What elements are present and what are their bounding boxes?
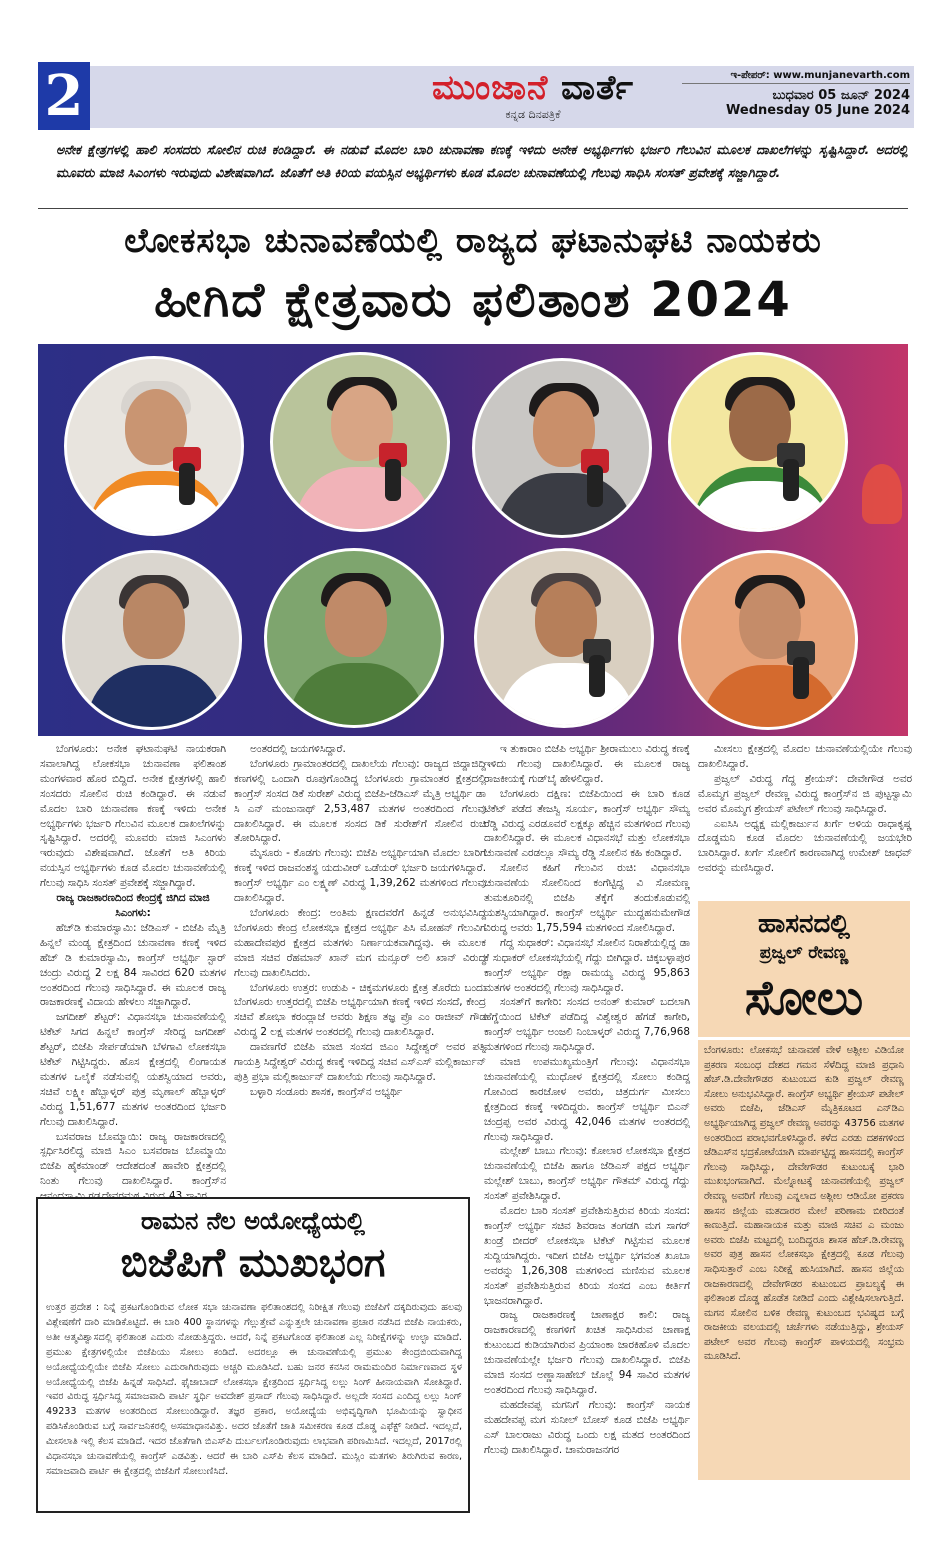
leader-photo-4 [668,352,848,532]
brand-name [398,68,668,108]
paragraph: ಮೈಸೂರು - ಕೊಡಗು ಗೆಲುವು: ಬಿಜೆಪಿ ಅಭ್ಯರ್ಥಿಯಾಗಿ ಮೊದಲ ಬಾರಿಗೆ ಕಣಕ್ಕೆ ಇಳಿದ ರಾಜವಂಶಸ್ಥ ಯದುವೀರ್ ಒಡೆಯರ್ ಭರ್ಜರಿ ಜಯಗಳಿಸಿದ್ದಾರೆ. ಕಾಂಗ್ರೆಸ್ ಅಭ್ಯರ್ಥಿ ಎಂ ಲಕ್ಷ್ಮಣ್ ವಿರುದ್ಧ 1,39,262 ಮತಗಳಿಂದ ಗೆಲುವು ದಾಖಲಿಸಿದ್ದಾರೆ. [234,847,486,905]
paragraph: ದಾವಣಗೆರೆ ಬಿಜೆಪಿ ಮಾಜಿ ಸಂಸದ ಜಿಎಂ ಸಿದ್ದೇಶ್ವರ್ ಅವರ ಪತ್ನಿ ಗಾಯತ್ರಿ ಸಿದ್ದೇಶ್ವರ್ ವಿರುದ್ಧ ಕಣಕ್ಕೆ ಇಳಿದಿದ್ದ ಸಚಿವ ಎಸ್‌ಎಸ್ ಮಲ್ಲಿಕಾರ್ಜುನ್ ಪುತ್ರಿ ಪ್ರಭಾ ಮಲ್ಲಿಕಾರ್ಜುನ್ ದಾಖಲೆಯ ಗೆಲುವು ಸಾಧಿಸಿದ್ದಾರೆ. [234,1041,486,1083]
brand-tagline: ಕನ್ನಡ ದಿನಪತ್ರಿಕೆ [505,108,561,121]
paragraph: ಎಐಸಿಸಿ ಅಧ್ಯಕ್ಷ ಮಲ್ಲಿಕಾರ್ಜುನ ಖರ್ಗೆ ಅಳಿಯ ರಾಧಾಕೃಷ್ಣ ದೊಡ್ಡಮನಿ ಕೂಡ ಮೊದಲ ಚುನಾವಣೆಯಲ್ಲಿ ಜಯಭೇರಿ ಬಾರಿಸಿದ್ದಾರೆ. ಖರ್ಗೆ ಸೋಲಿಗೆ ಕಾರಣವಾಗಿದ್ದ ಉಮೇಶ್ ಜಾಧವ್ ಅವರನ್ನು ಮಣಿಸಿದ್ದಾರೆ. [698,817,912,875]
paragraph: ಬೆಂಗಳೂರು ಉತ್ತರ: ಉಡುಪಿ - ಚಿಕ್ಕಮಗಳೂರು ಕ್ಷೇತ್ರ ತೊರೆದು ಬಂದು ಬೆಂಗಳೂರು ಉತ್ತರದಲ್ಲಿ ಬಿಜೆಪಿ ಅಭ್ಯರ್ಥಿಯಾಗಿ ಕಣಕ್ಕೆ ಇಳಿದ ಸಂಸದೆ, ಕೇಂದ್ರ ಸಚಿವೆ ಶೋಭಾ ಕರಂದ್ಲಾಜೆ ಅವರು ಶಿಕ್ಷಣ ತಜ್ಞ ಪ್ರೊ ಎಂ ರಾಜೀವ್ ಗೌಡ ವಿರುದ್ಧ 2 ಲಕ್ಷ ಮತಗಳ ಅಂತರದಲ್ಲಿ ಗೆಲುವು ದಾಖಲಿಸಿದ್ದಾರೆ. [234,981,486,1039]
subheading: ರಾಜ್ಯ ರಾಜಕಾರಣದಿಂದ ಕೇಂದ್ರಕ್ಕೆ ಜಿಗಿದ ಮಾಜಿ ಸಿಎಂಗಳು: [56,892,210,919]
brand-name-part1: ಮುಂಜಾನೆ [432,68,549,108]
hassan-heading-2: ಪ್ರಜ್ವಲ್ ರೇವಣ್ಣ [759,943,849,963]
leader-photo-6 [264,548,444,728]
brand-name-part2: ವಾರ್ತೆ [561,68,634,108]
brand-logo [398,68,668,126]
masthead [38,62,914,130]
paragraph: ಜಗದೀಶ್ ಶೆಟ್ಟರ್: ವಿಧಾನಸಭಾ ಚುನಾವಣೆಯಲ್ಲಿ ಟಿಕೆಟ್ ಸಿಗದ ಹಿನ್ನಲೆ ಕಾಂಗ್ರೆಸ್ ಸೇರಿದ್ದ ಜಗದೀಶ್ ಶೆಟ್ಟರ್, ಬಿಜೆಪಿ ಸೇರ್ಪಡೆಯಾಗಿ ಬೆಳಗಾವಿ ಲೋಕಸಭಾ ಟಿಕೆಟ್ ಗಿಟ್ಟಿಸಿದ್ದರು. ಹೊಸ ಕ್ಷೇತ್ರದಲ್ಲಿ ಲಿಂಗಾಯತ ಮತಗಳ ಒಲೈಕೆ ನಡೆಸುವಲ್ಲಿ ಯಶಸ್ವಿಯಾದ ಅವರು, ಸಚಿವೆ ಲಕ್ಷ್ಮೀ ಹೆಬ್ಬಾಳ್ಕರ್ ಪುತ್ರ ಮೃಣಾಲ್ ಹೆಬ್ಬಾಳ್ಕರ್ ವಿರುದ್ಧ 1,51,677 ಮತಗಳ ಅಂತರದಿಂದ ಭರ್ಜರಿ ಗೆಲುವು ದಾಖಲಿಸಿದ್ದಾರೆ. [40,1011,226,1128]
paragraph: ಮೊದಲ ಬಾರಿ ಸಂಸತ್ ಪ್ರವೇಶಿಸುತ್ತಿರುವ ಕಿರಿಯ ಸಂಸದ: ಕಾಂಗ್ರೆಸ್ ಅಭ್ಯರ್ಥಿ ಸಚಿವ ಶಿವರಾಜ ತಂಗಡಗಿ ಮಗ ಸಾಗರ್ ಖಂಡ್ರೆ ಬೀದರ್ ಲೋಕಸಭಾ ಟಿಕೆಟ್ ಗಿಟ್ಟಿಸುವ ಮೂಲಕ ಸುದ್ದಿಯಾಗಿದ್ದರು. ಇದೀಗ ಬಿಜೆಪಿ ಅಭ್ಯರ್ಥಿ ಭಗವಂತ ಖೂಬಾ ಅವರನ್ನು 1,26,308 ಮತಗಳಿಂದ ಮಣಿಸುವ ಮೂಲಕ ಸಂಸತ್ ಪ್ರವೇಶಿಸುತ್ತಿರುವ ಕಿರಿಯ ಸಂಸದ ಎಂಬ ಕೀರ್ತಿಗೆ ಭಾಜನರಾಗಿದ್ದಾರೆ. [484,1205,690,1307]
epaper-url[interactable]: ಇ-ಪೇಪರ್: www.munjanevarth.com [682,70,910,84]
photo-collage [38,344,908,736]
hand-symbol-icon [862,464,902,524]
article-column-2 [234,742,486,1100]
paragraph: ಬಳ್ಳಾರಿ ಸಂಡೂರು ಶಾಸಕ, ಕಾಂಗ್ರೆಸ್‌ನ ಅಭ್ಯರ್ಥಿ [250,1085,403,1098]
leader-photo-8 [678,550,858,730]
date-english: Wednesday 05 June 2024 [726,103,910,118]
leader-photo-3 [472,358,652,538]
masthead-info [682,70,914,128]
article-column-3 [484,742,690,1458]
paragraph: ಹೆಚ್‌ಡಿ ಕುಮಾರಸ್ವಾಮಿ: ಜೆಡಿಎಸ್ - ಬಿಜೆಪಿ ಮೈತ್ರಿ ಹಿನ್ನಲೆ ಮಂಡ್ಯ ಕ್ಷೇತ್ರದಿಂದ ಚುನಾವಣಾ ಕಣಕ್ಕೆ ಇಳಿದ ಹೆಚ್ ಡಿ ಕುಮಾರಸ್ವಾಮಿ, ಕಾಂಗ್ರೆಸ್ ಅಭ್ಯರ್ಥಿ ಸ್ಟಾರ್ ಚಂದ್ರು ವಿರುದ್ಧ 2 ಲಕ್ಷ 84 ಸಾವಿರದ 620 ಮತಗಳ ಅಂತರದಿಂದ ಗೆಲುವು ಸಾಧಿಸಿದ್ದಾರೆ. ಈ ಮೂಲಕ ರಾಜ್ಯ ರಾಜಕಾರಣಕ್ಕೆ ವಿದಾಯ ಹೇಳಲು ಸಜ್ಜಾಗಿದ್ದಾರೆ. [40,921,226,1009]
leader-photo-5 [62,550,242,730]
leader-photo-2 [270,352,450,532]
paragraph: ಸೋಲಿನ ಕಹಿಗೆ ಗೆಲುವಿನ ರುಚಿ: ವಿಧಾನಸಭಾ ಚುನಾವಣೆಯ ಸೋಲಿನಿಂದ ಕಂಗೆಟ್ಟಿದ್ದ ವಿ ಸೋಮಣ್ಣ ತುಮಕೂರಿನಲ್ಲಿ ಬಿಜೆಪಿ ತೆಕ್ಕೆಗೆ ತಂದುಕೊಡುವಲ್ಲಿ ಯಶಸ್ವಿಯಾಗಿದ್ದಾರೆ. ಕಾಂಗ್ರೆಸ್ ಅಭ್ಯರ್ಥಿ ಮುದ್ದಹನುಮೇಗೌಡ ವಿರುದ್ಧ ಅವರು 1,75,594 ಮತಗಳಿಂದ ಸೋಲಿಸಿದ್ದಾರೆ. [484,862,690,934]
hassan-story-header [698,901,910,1037]
paragraph: ಬೆಂಗಳೂರು ಕೇಂದ್ರ: ಅಂತಿಮ ಕ್ಷಣದವರೆಗೆ ಹಿನ್ನಡೆ ಅನುಭವಿಸಿದ್ದ ಬೆಂಗಳೂರು ಕೇಂದ್ರ ಲೋಕಸಭಾ ಕ್ಷೇತ್ರದ ಅಭ್ಯರ್ಥಿ ಪಿಸಿ ಮೋಹನ್ ಗೆಲುವಿಗೆ ಮಹಾದೇವಪುರ ಕ್ಷೇತ್ರದ ಮತಗಳು ನಿರ್ಣಾಯಕವಾಗಿದ್ದವು. ಈ ಮೂಲಕ ಮಾಜಿ ಸಚಿವ ರೆಹಮಾನ್ ಖಾನ್ ಮಗ ಮನ್ಸೂರ್ ಅಲಿ ಖಾನ್ ವಿರುದ್ಧ ಗೆಲುವು ದಾಖಲಿಸಿದರು. [234,906,486,979]
summary-lead: ಅನೇಕ ಕ್ಷೇತ್ರಗಳಲ್ಲಿ ಹಾಲಿ ಸಂಸದರು ಸೋಲಿನ ರುಚಿ ಕಂಡಿದ್ದಾರೆ. ಈ ನಡುವೆ ಮೊದಲ ಬಾರಿ ಚುನಾವಣಾ ಕಣಕ್ಕೆ ಇಳಿದು ಅನೇಕ ಅಭ್ಯರ್ಥಿಗಳು ಭರ್ಜರಿ ಗೆಲುವಿನ ಮೂಲಕ ದಾಖಲೆಗಳನ್ನು ಸೃಷ್ಟಿಸಿದ್ದಾರೆ. ಅದರಲ್ಲಿ ಮೂವರು ಮಾಜಿ ಸಿಎಂಗಳು ಇರುವುದು ವಿಶೇಷವಾಗಿದೆ. ಜೊತೆಗೆ ಅತಿ ಕಿರಿಯ ವಯಸ್ಸಿನ ಅಭ್ಯರ್ಥಿಗಳು ಕೂಡ ಮೊದಲ ಚುನಾವಣೆಯಲ್ಲಿ ಗೆಲುವು ಸಾಧಿಸಿ ಸಂಸತ್ ಪ್ರವೇಶಕ್ಕೆ ಸಜ್ಜಾಗಿದ್ದಾರೆ. [56,142,908,180]
paragraph: ಬೆಂಗಳೂರು ಗ್ರಾಮಾಂತರದಲ್ಲಿ ದಾಖಲೆಯ ಗೆಲುವು: ರಾಜ್ಯದ ಜಿದ್ದಾಜಿದ್ದಿ ಕಣಗಳಲ್ಲಿ ಒಂದಾಗಿ ರೂಪುಗೊಂಡಿದ್ದ ಬೆಂಗಳೂರು ಗ್ರಾಮಾಂತರ ಕ್ಷೇತ್ರದಲ್ಲಿ ಕಾಂಗ್ರೆಸ್ ಸಂಸದ ಡಿಕೆ ಸುರೇಶ್ ವಿರುದ್ಧ ಬಿಜೆಪಿ-ಜೆಡಿಎಸ್ ಮೈತ್ರಿ ಅಭ್ಯರ್ಥಿ ಡಾ ಸಿ ಎನ್ ಮಂಜುನಾಥ್ 2,53,487 ಮತಗಳ ಅಂತರದಿಂದ ಗೆಲುವು ದಾಖಲಿಸಿದ್ದಾರೆ. ಈ ಮೂಲಕ ಸಂಸದ ಡಿಕೆ ಸುರೇಶ್‌ಗೆ ಸೋಲಿನ ರುಚಿ ತೋರಿಸಿದ್ದಾರೆ. [234,757,486,845]
paragraph: ಇ ತುಕಾರಾಂ ಬಿಜೆಪಿ ಅಭ್ಯರ್ಥಿ ಶ್ರೀರಾಮುಲು ವಿರುದ್ಧ ಕಣಕ್ಕೆ ಇಳಿದು ಗೆಲುವು ದಾಖಲಿಸಿದ್ದಾರೆ. ಈ ಮೂಲಕ ರಾಜ್ಯ ರಾಜಕೀಯಕ್ಕೆ ಗುಡ್‌ಬೈ ಹೇಳಲಿದ್ದಾರೆ. [484,743,690,785]
paragraph: ಮಲ್ಲೇಶ್ ಬಾಬು ಗೆಲುವು: ಕೋಲಾರ ಲೋಕಸಭಾ ಕ್ಷೇತ್ರದ ಚುನಾವಣೆಯಲ್ಲಿ ಬಿಜೆಪಿ ಹಾಗೂ ಜೆಡಿಎಸ್ ಪಕ್ಷದ ಅಭ್ಯರ್ಥಿ ಮಲ್ಲೇಶ್ ಬಾಬು, ಕಾಂಗ್ರೆಸ್ ಅಭ್ಯರ್ಥಿ ಗೌತಮ್ ವಿರುದ್ಧ ಗೆದ್ದು ಸಂಸತ್ ಪ್ರವೇಶಿಸಿದ್ದಾರೆ. [484,1145,690,1203]
date-kannada: ಬುಧವಾರ 05 ಜೂನ್ 2024 [772,88,910,103]
paragraph: ಗೆದ್ದ ಸುಧಾಕರ್: ವಿಧಾನಸಭೆ ಸೋಲಿನ ನಿರಾಶೆಯಲ್ಲಿದ್ದ ಡಾ ಕೆ ಸುಧಾಕರ್ ಲೋಕಸಭೆಯಲ್ಲಿ ಗೆದ್ದು ಬೀಗಿದ್ದಾರೆ. ಚಿಕ್ಕಬಳ್ಳಾಪುರ ಕಾಂಗ್ರೆಸ್ ಅಭ್ಯರ್ಥಿ ರಕ್ಷಾ ರಾಮಯ್ಯ ವಿರುದ್ಧ 95,863 ಮತಗಳ ಅಂತರದಲ್ಲಿ ಗೆಲುವು ಸಾಧಿಸಿದ್ದಾರೆ. [484,936,690,994]
divider [38,208,908,209]
article-column-1 [40,742,226,1204]
hassan-heading-1: ಹಾಸನದಲ್ಲಿ [758,909,850,939]
paragraph: ಮಾಜಿ ಉಪಮುಖ್ಯಮಂತ್ರಿಗೆ ಗೆಲುವು: ವಿಧಾನಸಭಾ ಚುನಾವಣೆಯಲ್ಲಿ ಮುಧೋಳ ಕ್ಷೇತ್ರದಲ್ಲಿ ಸೋಲು ಕಂಡಿದ್ದ ಗೋವಿಂದ ಕಾರಜೋಳ ಅವರು, ಚಿತ್ರದುರ್ಗ ಮೀಸಲು ಕ್ಷೇತ್ರದಿಂದ ಕಣಕ್ಕೆ ಇಳಿದಿದ್ದರು. ಕಾಂಗ್ರೆಸ್ ಅಭ್ಯರ್ಥಿ ಬಿಎನ್ ಚಂದ್ರಪ್ಪ ಅವರ ವಿರುದ್ಧ 42,046 ಮತಗಳ ಅಂತರದಲ್ಲಿ ಗೆಲುವು ಸಾಧಿಸಿದ್ದಾರೆ. [484,1056,690,1143]
paragraph: ಬೆಂಗಳೂರು: ಅನೇಕ ಘಟಾನುಘಟಿ ನಾಯಕರಾಗಿ ಸವಾಲಾಗಿದ್ದ ಲೋಕಸಭಾ ಚುನಾವಣಾ ಫಲಿತಾಂಶ ಮಂಗಳವಾರ ಹೊರ ಬಿದ್ದಿದೆ. ಅನೇಕ ಕ್ಷೇತ್ರಗಳಲ್ಲಿ ಹಾಲಿ ಸಂಸದರು ಸೋಲಿನ ರುಚಿ ಕಂಡಿದ್ದಾರೆ. ಈ ನಡುವೆ ಮೊದಲ ಬಾರಿ ಚುನಾವಣಾ ಕಣಕ್ಕೆ ಇಳಿದು ಅನೇಕ ಅಭ್ಯರ್ಥಿಗಳು ಭರ್ಜರಿ ಗೆಲುವಿನ ಮೂಲಕ ದಾಖಲೆಗಳನ್ನು ಸೃಷ್ಟಿಸಿದ್ದಾರೆ. ಅದರಲ್ಲಿ ಮೂವರು ಮಾಜಿ ಸಿಎಂಗಳು ಇರುವುದು ವಿಶೇಷವಾಗಿದೆ. ಜೊತೆಗೆ ಅತಿ ಕಿರಿಯ ವಯಸ್ಸಿನ ಅಭ್ಯರ್ಥಿಗಳು ಕೂಡ ಮೊದಲ ಚುನಾವಣೆಯಲ್ಲಿ ಗೆಲುವು ಸಾಧಿಸಿ ಸಂಸತ್ ಪ್ರವೇಶಕ್ಕೆ ಸಜ್ಜಾಗಿದ್ದಾರೆ. [40,743,226,890]
headline-sub: ಲೋಕಸಭಾ ಚುನಾವಣೆಯಲ್ಲಿ ರಾಜ್ಯದ ಘಟಾನುಘಟಿ ನಾಯಕರು [124,221,822,261]
paragraph: ಅಂತರದಲ್ಲಿ ಜಯಗಳಿಸಿದ್ದಾರೆ. [250,743,346,755]
page-number: 2 [38,62,90,130]
headline-main: ಹೀಗಿದೆ ಕ್ಷೇತ್ರವಾರು ಫಲಿತಾಂಶ 2024 [154,272,792,328]
paragraph: ಪ್ರಜ್ವಲ್ ವಿರುದ್ಧ ಗೆದ್ದ ಶ್ರೇಯಸ್: ದೇವೇಗೌಡ ಅವರ ಮೊಮ್ಮಗ ಪ್ರಜ್ವಲ್ ರೇವಣ್ಣ ವಿರುದ್ಧ ಕಾಂಗ್ರೆಸ್‌ನ ಜಿ ಪುಟ್ಟಸ್ವಾಮಿ ಅವರ ಮೊಮ್ಮಗ ಶ್ರೇಯಸ್ ಪಟೇಲ್ ಗೆಲುವು ಸಾಧಿಸಿದ್ದಾರೆ. [698,772,912,815]
hassan-heading-3: ಸೋಲು [744,970,864,1026]
leader-photo-1 [64,356,244,536]
paragraph: ಮಹದೇವಪ್ಪ ಮಗನಿಗೆ ಗೆಲುವು: ಕಾಂಗ್ರೆಸ್ ನಾಯಕ ಮಹದೇವಪ್ಪ ಮಗ ಸುನೀಲ್ ಬೋಸ್ ಕೂಡ ಬಿಜೆಪಿ ಅಭ್ಯರ್ಥಿ ಎಸ್ ಬಾಲರಾಜು ವಿರುದ್ಧ ಒಂದು ಲಕ್ಷ ಮತದ ಅಂತರದಿಂದ ಗೆಲುವು ದಾಖಲಿಸಿದ್ದಾರೆ. ಚಾಮರಾಜನಗರ [484,1398,690,1456]
ayodhya-body: ಉತ್ತರ ಪ್ರದೇಶ : ನಿನ್ನೆ ಪ್ರಕಟಗೊಂಡಿರುವ ಲೋಕ ಸಭಾ ಚುನಾವಣಾ ಫಲಿತಾಂಶದಲ್ಲಿ ನಿರೀಕ್ಷಿತ ಗೆಲುವು ಬಿಜೆಪಿಗೆ ದಕ್ಕದಿರುವುದು ಹಲವು ವಿಶ್ಲೇಷಣೆಗೆ ದಾರಿ ಮಾಡಿಕೊಟ್ಟಿದೆ. ಈ ಬಾರಿ 400 ಸ್ಥಾನಗಳನ್ನು ಗೆಲ್ಲುತ್ತೇವೆ ಎನ್ನುತ್ತಲೇ ಚುನಾವಣಾ ಪ್ರಚಾರ ನಡೆಸಿದ ಬಿಜೆಪಿ ನಾಯಕರು, ಅತೀ ಆತ್ಮವಿಶ್ವಾಸದಲ್ಲಿ ಫಲಿತಾಂಶ ಎದುರು ನೋಡುತ್ತಿದ್ದರು. ಆದರೆ, ನಿನ್ನೆ ಪ್ರಕಟಗೊಂಡ ಫಲಿತಾಂಶ ಎಲ್ಲ ನಿರೀಕ್ಷೆಗಳನ್ನು ಉಲ್ಟಾ ಮಾಡಿದೆ. ಪ್ರಮುಖ ಕ್ಷೇತ್ರಗಳಲ್ಲಿಯೇ ಬಿಜೆಪಿಯು ಸೋಲು ಕಂಡಿದೆ. ಅದರಲ್ಲೂ ಈ ಚುನಾವಣೆಯಲ್ಲಿ ಪ್ರಮುಖ ಕೇಂದ್ರಬಿಂದುವಾಗಿದ್ದ ಅಯೋಧ್ಯೆಯಲ್ಲಿಯೇ ಬಿಜೆಪಿ ಸೋಲು ಎದುರಾಗಿರುವುದು ಅಚ್ಚರಿ ಮೂಡಿಸಿದೆ. ಬಹು ಜನರ ಕನಸಿನ ರಾಮಮಂದಿರ ನಿರ್ಮಾಣವಾದ ಸ್ಥಳ ಅಯೋಧ್ಯೆಯಲ್ಲಿ ಬಿಜೆಪಿ ಹಿನ್ನಡೆ ಸಾಧಿಸಿದೆ. ಫೈಜಾಬಾದ್ ಲೋಕಸಭಾ ಕ್ಷೇತ್ರದಿಂದ ಸ್ಪರ್ಧಿಸಿದ್ದ ಲಲ್ಲು ಸಿಂಗ್ ಹೀನಾಯವಾಗಿ ಸೋತಿದ್ದಾರೆ. ಇವರ ವಿರುದ್ಧ ಸ್ಪರ್ಧಿಸಿದ್ದ ಸಮಾಜವಾದಿ ಪಾರ್ಟಿ ಸ್ಥರ್ಧಿ ಅವದೇಶ್ ಪ್ರಸಾದ್ ಗೆಲುವು ಸಾಧಿಸಿದ್ದಾರೆ. ಅಲ್ಲದೇ ಸಂಸದ ಎಂದಿದ್ದ ಲಲ್ಲು ಸಿಂಗ್ 49233 ಮತಗಳ ಅಂತರದಿಂದ ಸೋಲುಂಡಿದ್ದಾರೆ. ತಜ್ಞರ ಪ್ರಕಾರ, ಅಯೋಧ್ಯೆಯ ಅಭಿವೃದ್ಧಿಗಾಗಿ ಭೂಮಿಯನ್ನು ಸ್ವಾಧೀನ ಪಡಿಸಿಕೊಂಡಿರುವ ಬಗ್ಗೆ ಸಾರ್ವಜನಿಕರಲ್ಲಿ ಅಸಮಾಧಾನವಿತ್ತು. ಅದರ ಜೊತೆಗೆ ಜಾತಿ ಸಮೀಕರಣ ಕೂಡ ದೊಡ್ಡ ಎಫೆಕ್ಟ್ ನೀಡಿದೆ. ಇದಲ್ಲದೆ, ಮೀಸಲಾತಿ ಇಲ್ಲಿ ಕೆಲಸ ಮಾಡಿದೆ. ಇದರ ಜೊತೆಗಾಗಿ ಬಿಎಸ್‌ಪಿ ದುರ್ಬಲಗೊಂಡಿರುವುದು ಲಾಭವಾಗಿ ಪರಿಣಮಿಸಿದೆ. ಇದಲ್ಲದೆ, 2017ರಲ್ಲಿ ವಿಧಾನಸಭಾ ಚುನಾವಣೆಯಲ್ಲಿ ಕಾಂಗ್ರೆಸ್ ಎಡವಿತ್ತು. ಆದರೆ ಈ ಬಾರಿ ಎಸ್‌ಪಿ ಕೆಲಸ ಮಾಡಿದೆ. ಮುಸ್ಲಿಂ ಮತಗಳು ತಿರುಗಿರುವ ಕಾರಣ, ಸಮಾಜವಾದಿ ಪಾರ್ಟಿ ಈ ಕ್ಷೇತ್ರದಲ್ಲಿ ಬಿಜೆಪಿಗೆ ಸೋಲುಣಿಸಿದೆ. [46,1302,462,1477]
hassan-story-body: ಬೆಂಗಳೂರು: ಲೋಕಸಭೆ ಚುನಾವಣೆ ವೇಳೆ ಅಶ್ಲೀಲ ವಿಡಿಯೋ ಪ್ರಕರಣ ಸಂಬಂಧ ದೇಶದ ಗಮನ ಸೆಳೆದಿದ್ದ ಮಾಜಿ ಪ್ರಧಾನಿ ಹೆಚ್.ಡಿ.ದೇವೇಗೌಡರ ಕುಟುಂಬದ ಕುಡಿ ಪ್ರಜ್ವಲ್ ರೇವಣ್ಣ ಸೋಲು ಅನುಭವಿಸಿದ್ದಾರೆ. ಕಾಂಗ್ರೆಸ್ ಅಭ್ಯರ್ಥಿ ಶ್ರೇಯಸ್ ಪಟೇಲ್ ಅವರು ಬಿಜೆಪಿ, ಜೆಡಿಎಸ್ ಮೈತ್ರಿಕೂಟದ ಎನ್‌ಡಿಎ ಅಭ್ಯರ್ಥಿಯಾಗಿದ್ದ ಪ್ರಜ್ವಲ್ ರೇವಣ್ಣ ಅವರನ್ನು 43756 ಮತಗಳ ಅಂತರದಿಂದ ಪರಾಭವಗೊಳಿಸಿದ್ದಾರೆ. ಕಳೆದ ಎರಡು ದಶಕಗಳಿಂದ ಜೆಡಿಎಸ್‌ನ ಭದ್ರಕೋಟೆಯಾಗಿ ಮಾರ್ಪಟ್ಟಿದ್ದ ಹಾಸನದಲ್ಲಿ ಕಾಂಗ್ರೆಸ್ ಗೆಲುವು ಸಾಧಿಸಿದ್ದು, ದೇವೇಗೌಡರ ಕುಟುಂಬಕ್ಕೆ ಭಾರಿ ಮುಖಭಂಗವಾಗಿದೆ. ಮೆಲ್ನೋಟಕ್ಕೆ ಚುನಾವಣೆಯಲ್ಲಿ ಪ್ರಜ್ವಲ್ ರೇವಣ್ಣ ಅವರಿಗೆ ಗೆಲುವು ಎನ್ನಲಾದ ಅಶ್ಲೀಲ ಆಡಿಯೋ ಪ್ರಕರಣ ಹಾಸನ ಜಿಲ್ಲೆಯ ಮತದಾರರ ಮೇಲೆ ಪರಿಣಾಮ ಬೀರಿದಂತೆ ಕಾಣುತ್ತಿದೆ. ಮಹಾನಾಯಕ ಮತ್ತು ಮಾಜಿ ಸಚಿವ ಎ ಮಂಜು ಅವರು ಬಿಜೆಪಿ ಮಟ್ಟದಲ್ಲಿ ಬಂದಿದ್ದರೂ ಶಾಸಕ ಹೆಚ್.ಡಿ.ರೇವಣ್ಣ ಅವರ ಪುತ್ರ ಹಾಸನ ಲೋಕಸಭಾ ಕ್ಷೇತ್ರದಲ್ಲಿ ಕೂಡ ಗೆಲುವು ಸಾಧಿಸುತ್ತಾರೆ ಎಂಬ ನಿರೀಕ್ಷೆ ಹುಸಿಯಾಗಿದೆ. ಹಾಸನ ಜಿಲ್ಲೆಯ ರಾಜಕಾರಣದಲ್ಲಿ ದೇವೇಗೌಡರ ಕುಟುಂಬದ ಪ್ರಾಬಲ್ಯಕ್ಕೆ ಈ ಫಲಿತಾಂಶ ದೊಡ್ಡ ಹೊಡೆತ ನೀಡಿದೆ ಎಂದು ವಿಶ್ಲೇಷಿಸಲಾಗುತ್ತಿದೆ. ಮಗನ ಸೋಲಿನ ಬಳಿಕ ರೇವಣ್ಣ ಕುಟುಂಬದ ಭವಿಷ್ಯದ ಬಗ್ಗೆ ರಾಜಕೀಯ ವಲಯದಲ್ಲಿ ಚರ್ಚೆಗಳು ನಡೆಯುತ್ತಿದ್ದು, ಶ್ರೇಯಸ್ ಪಟೇಲ್ ಅವರ ಗೆಲುವು ಕಾಂಗ್ರೆಸ್ ಪಾಳಯದಲ್ಲಿ ಸಂಭ್ರಮ ಮೂಡಿಸಿದೆ. [698,1040,910,1480]
ayodhya-headline: ಬಿಜೆಪಿಗೆ ಮುಖಭಂಗ [120,1240,386,1286]
paragraph: ಮೀಸಲು ಕ್ಷೇತ್ರದಲ್ಲಿ ಮೊದಲ ಚುನಾವಣೆಯಲ್ಲಿಯೇ ಗೆಲುವು ದಾಖಲಿಸಿದ್ದಾರೆ. [698,743,912,770]
paragraph: ಬೆಂಗಳೂರು ದಕ್ಷಿಣ: ಬಿಜೆಪಿಯಿಂದ ಈ ಬಾರಿ ಕೂಡ ಟಿಕೆಟ್ ಪಡೆದ ತೇಜಸ್ವಿ ಸೂರ್ಯ, ಕಾಂಗ್ರೆಸ್ ಅಭ್ಯರ್ಥಿ ಸೌಮ್ಯ ರೆಡ್ಡಿ ವಿರುದ್ಧ ಎರಡೂವರೆ ಲಕ್ಷಕ್ಕೂ ಹೆಚ್ಚಿನ ಮತಗಳಿಂದ ಗೆಲುವು ದಾಖಲಿಸಿದ್ದಾರೆ. ಈ ಮೂಲಕ ವಿಧಾನಸಭೆ ಮತ್ತು ಲೋಕಸಭಾ ಚುನಾವಣೆ ಎರಡಲ್ಲೂ ಸೌಮ್ಯ ರೆಡ್ಡಿ ಸೋಲಿನ ಕಹಿ ಕಂಡಿದ್ದಾರೆ. [484,787,690,860]
ayodhya-heading: ರಾಮನ ನೆಲ ಅಯೋಧ್ಯೆಯಲ್ಲಿ [140,1207,366,1235]
article-column-4 [698,742,912,876]
paragraph: ರಾಜ್ಯ ರಾಜಕಾರಣಕ್ಕೆ ಚಾಣಾಕ್ಷರ ಕಾಲಿ: ರಾಜ್ಯ ರಾಜಕಾರಣದಲ್ಲಿ ಕಣಗಳಿಗೆ ಖಚಿತ ಸಾಧಿಸಿರುವ ಚಾಣಾಕ್ಷ ಕುಟುಂಬದ ಕುಡಿಯಾಗಿರುವ ಪ್ರಿಯಾಂಕಾ ಜಾರಕಿಹೊಳಿ ಮೊದಲ ಚುನಾವಣೆಯಲ್ಲೇ ಭರ್ಜರಿ ಗೆಲುವು ದಾಖಲಿಸಿದ್ದಾರೆ. ಬಿಜೆಪಿ ಮಾಜಿ ಸಂಸದ ಅಣ್ಣಾಸಾಹೇಬ್ ಜೊಲ್ಲೆ 94 ಸಾವಿರ ಮತಗಳ ಅಂತರದಿಂದ ಗೆಲುವು ಸಾಧಿಸಿದ್ದಾರೆ. [484,1309,690,1396]
leader-photo-7 [474,548,654,728]
ayodhya-story-box [36,1197,470,1513]
paragraph: ಬಸವರಾಜ ಬೊಮ್ಮಾಯಿ: ರಾಜ್ಯ ರಾಜಕಾರಣದಲ್ಲಿ ಸ್ಪರ್ಧಿಸಿರಲಿದ್ದ ಮಾಜಿ ಸಿಎಂ ಬಸವರಾಜ ಬೊಮ್ಮಾಯಿ ಬಿಜೆಪಿ ಹೈಕಮಾಂಡ್ ಆದೇಶದಂತೆ ಹಾವೇರಿ ಕ್ಷೇತ್ರದಲ್ಲಿ ನಿಂತು ಗೆಲುವು ದಾಖಲಿಸಿದ್ದಾರೆ. ಕಾಂಗ್ರೆಸ್‌ನ [40,1130,226,1188]
paragraph: ಸಂಸತ್‌ಗೆ ಕಾಗೇರಿ: ಸಂಸದ ಅನಂತ್ ಕುಮಾರ್ ಬದಲಾಗಿ ಹೆಗ್ಡೆಯಿಂದ ಟಿಕೆಟ್ ಪಡೆದಿದ್ದ ವಿಶ್ವೇಶ್ವರ ಹೆಗಡೆ ಕಾಗೇರಿ, ಕಾಂಗ್ರೆಸ್ ಅಭ್ಯರ್ಥಿ ಅಂಜಲಿ ನಿಂಬಾಳ್ಕರ್ ವಿರುದ್ಧ 7,76,968 ಮತಗಳಿಂದ ಗೆಲುವು ಸಾಧಿಸಿದ್ದಾರೆ. [484,996,690,1054]
